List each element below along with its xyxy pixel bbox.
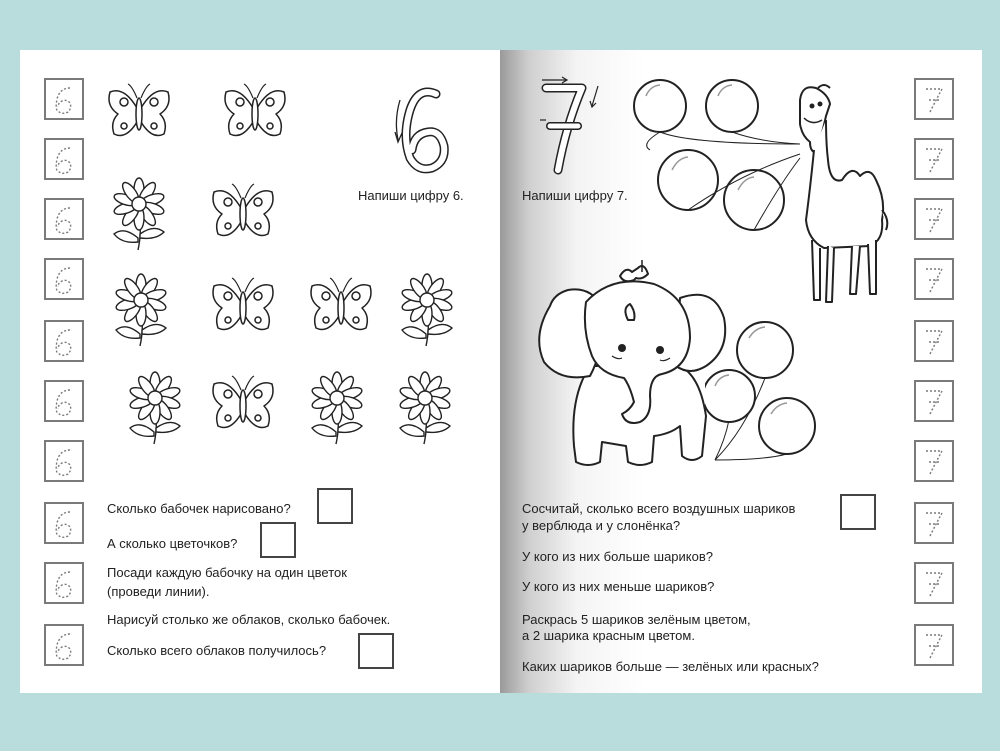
answer-box-butterflies[interactable]: [317, 488, 353, 524]
tracing-box-7-1[interactable]: [914, 78, 954, 120]
tracing-box-7-7[interactable]: [914, 440, 954, 482]
flower-12: [390, 370, 460, 451]
butterfly-1: [104, 78, 174, 153]
big-digit-7: [536, 76, 616, 176]
flower-3: [104, 176, 174, 257]
tracing-box-7-6[interactable]: [914, 380, 954, 422]
butterfly-4: [208, 178, 278, 253]
tracing-box-6-3[interactable]: [44, 198, 84, 240]
tracing-box-6-5[interactable]: [44, 320, 84, 362]
left-page: [20, 50, 500, 693]
tracing-box-7-10[interactable]: [914, 624, 954, 666]
write-prompt-7: Напиши цифру 7.: [522, 188, 628, 203]
tracing-box-7-5[interactable]: [914, 320, 954, 362]
tracing-box-6-1[interactable]: [44, 78, 84, 120]
question-color-2: а 2 шарика красным цветом.: [522, 628, 695, 643]
right-page: [500, 50, 982, 693]
camel-balloons: [630, 74, 810, 254]
answer-box-balloons[interactable]: [840, 494, 876, 530]
tracing-box-6-2[interactable]: [44, 138, 84, 180]
big-digit-6: [388, 80, 458, 180]
question-fewer-balloons: У кого из них меньше шариков?: [522, 579, 715, 594]
write-prompt-6: Напиши цифру 6.: [358, 188, 464, 203]
flower-5: [106, 272, 176, 353]
question-more-balloons: У кого из них больше шариков?: [522, 549, 713, 564]
tracing-box-7-2[interactable]: [914, 138, 954, 180]
question-color-1: Раскрась 5 шариков зелёным цветом,: [522, 612, 751, 627]
flower-11: [302, 370, 372, 451]
question-clouds: Нарисуй столько же облаков, сколько бабочек.: [107, 612, 391, 627]
question-clouds-total: Сколько всего облаков получилось?: [107, 643, 327, 658]
butterfly-2: [220, 78, 290, 153]
tracing-box-7-3[interactable]: [914, 198, 954, 240]
flower-8: [392, 272, 462, 353]
tracing-box-6-9[interactable]: [44, 562, 84, 604]
tracing-box-6-6[interactable]: [44, 380, 84, 422]
question-butterflies: Сколько бабочек нарисовано?: [107, 501, 291, 516]
butterfly-10: [208, 370, 278, 445]
tracing-box-7-9[interactable]: [914, 562, 954, 604]
flower-9: [120, 370, 190, 451]
tracing-box-6-4[interactable]: [44, 258, 84, 300]
camel: [790, 80, 890, 310]
tracing-box-7-8[interactable]: [914, 502, 954, 544]
question-which-more: Каких шариков больше — зелёных или красных?: [522, 659, 819, 674]
question-lines-2: (проведи линии).: [107, 584, 210, 599]
tracing-box-6-8[interactable]: [44, 502, 84, 544]
answer-box-clouds[interactable]: [358, 633, 394, 669]
elephant-balloons: [705, 320, 845, 470]
question-lines-1: Посади каждую бабочку на один цветок: [107, 565, 347, 580]
butterfly-6: [208, 272, 278, 347]
butterfly-7: [306, 272, 376, 347]
answer-box-flowers[interactable]: [260, 522, 296, 558]
question-count-balloons-2: у верблюда и у слонёнка?: [522, 518, 681, 533]
question-count-balloons-1: Сосчитай, сколько всего воздушных шариков: [522, 501, 796, 516]
question-flowers: А сколько цветочков?: [107, 536, 238, 551]
tracing-box-7-4[interactable]: [914, 258, 954, 300]
tracing-box-6-7[interactable]: [44, 440, 84, 482]
tracing-box-6-10[interactable]: [44, 624, 84, 666]
